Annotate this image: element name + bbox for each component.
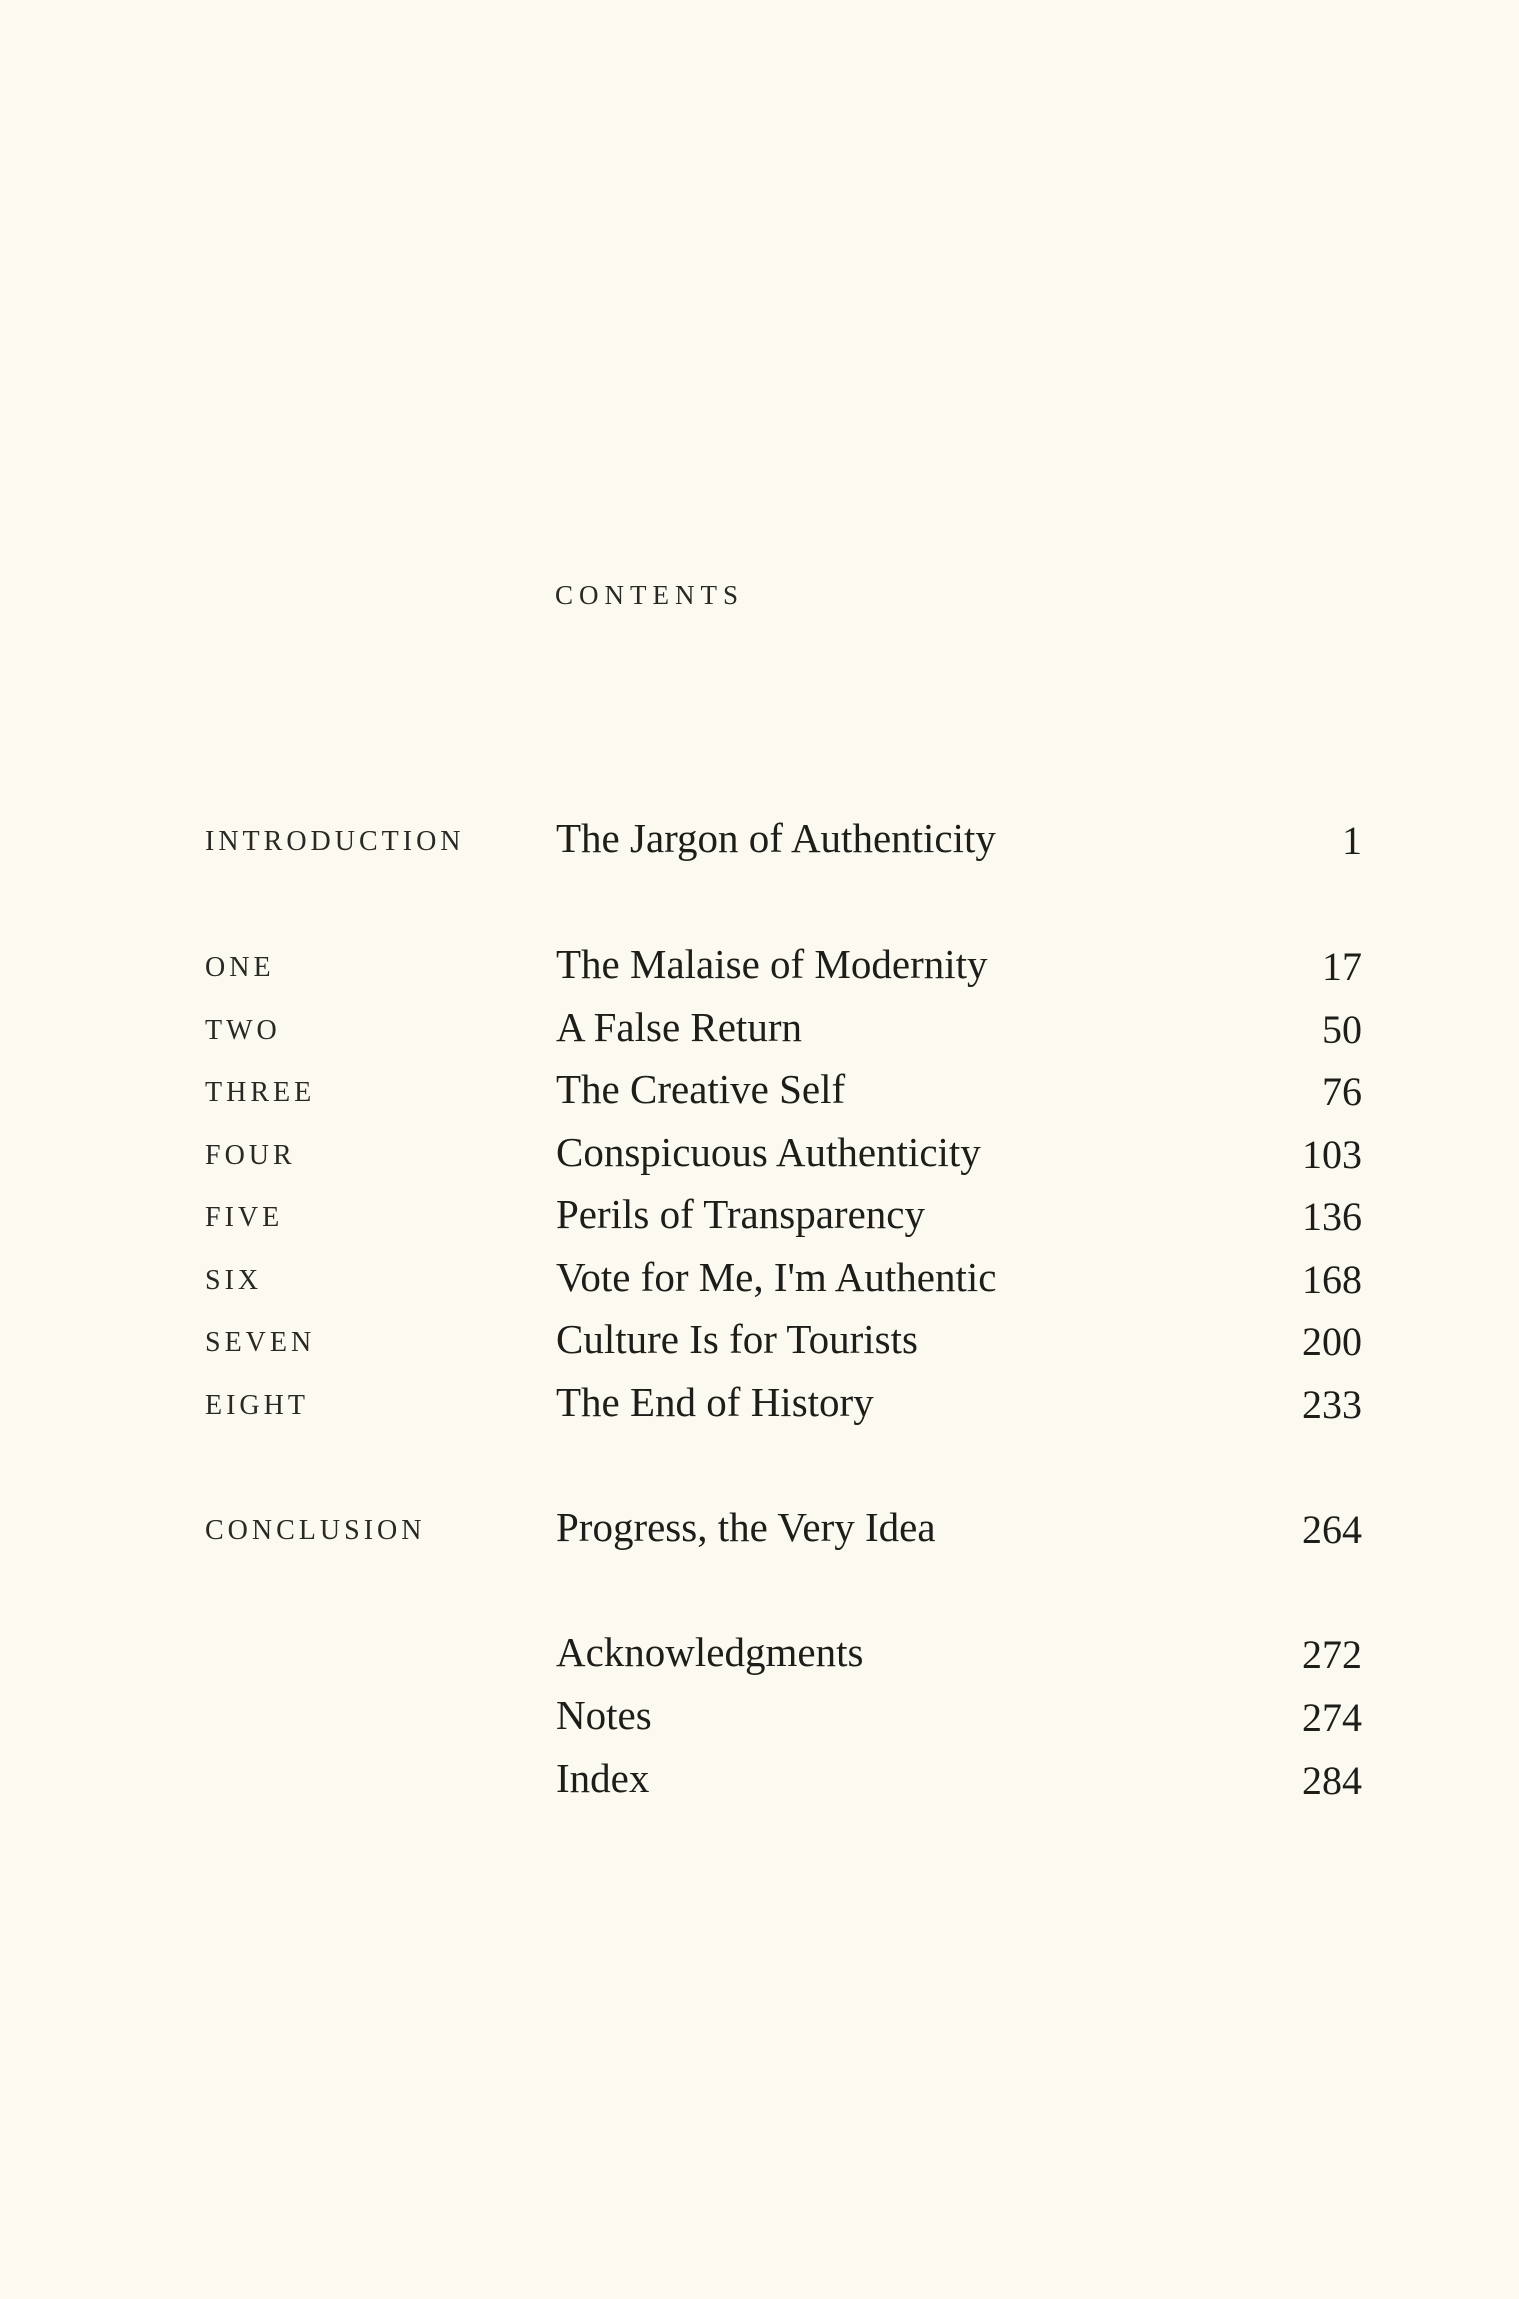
- toc-entry-chapter-eight: [0, 1370, 1519, 1434]
- toc-entry-page-number: 1: [1342, 818, 1362, 863]
- toc-entry-title: The End of History: [556, 1379, 874, 1425]
- toc-entry-chapter-four: [0, 1120, 1519, 1184]
- toc-entry-introduction: [0, 806, 1519, 870]
- toc-entry-acknowledgments: [0, 1620, 1519, 1684]
- toc-entry-chapter-one: [0, 932, 1519, 996]
- toc-entry-label: CONCLUSION: [205, 1515, 426, 1546]
- toc-entry-chapter-seven: [0, 1307, 1519, 1371]
- toc-entry-page-number: 76: [1322, 1069, 1362, 1114]
- toc-entry-page-number: 233: [1302, 1382, 1362, 1427]
- toc-entry-page-number: 200: [1302, 1319, 1362, 1364]
- toc-entry-label: SEVEN: [205, 1327, 316, 1358]
- toc-entry-label: INTRODUCTION: [205, 826, 465, 857]
- toc-entry-title: Culture Is for Tourists: [556, 1316, 918, 1362]
- toc-entry-title: The Creative Self: [556, 1066, 846, 1112]
- toc-entry-page-number: 264: [1302, 1507, 1362, 1552]
- toc-entry-label: SIX: [205, 1265, 263, 1296]
- toc-entry-title: Vote for Me, I'm Authentic: [556, 1254, 997, 1300]
- toc-entry-label: EIGHT: [205, 1390, 309, 1421]
- toc-entry-title: Perils of Transparency: [556, 1191, 925, 1237]
- toc-entry-title: Conspicuous Authenticity: [556, 1129, 981, 1175]
- toc-entry-chapter-two: [0, 995, 1519, 1059]
- toc-entry-page-number: 272: [1302, 1632, 1362, 1677]
- toc-entry-label: TWO: [205, 1015, 281, 1046]
- toc-entry-conclusion: [0, 1495, 1519, 1559]
- toc-entry-title: Progress, the Very Idea: [556, 1504, 936, 1550]
- toc-entry-page-number: 50: [1322, 1007, 1362, 1052]
- toc-entry-label: ONE: [205, 952, 275, 983]
- toc-entry-title: A False Return: [556, 1004, 802, 1050]
- toc-entry-page-number: 103: [1302, 1132, 1362, 1177]
- toc-entry-notes: [0, 1683, 1519, 1747]
- toc-entry-chapter-six: [0, 1245, 1519, 1309]
- toc-entry-page-number: 17: [1322, 944, 1362, 989]
- toc-entry-title: Notes: [556, 1692, 652, 1738]
- toc-entry-chapter-five: [0, 1182, 1519, 1246]
- toc-entry-page-number: 274: [1302, 1695, 1362, 1740]
- toc-entry-title: Index: [556, 1755, 650, 1801]
- contents-heading: CONTENTS: [555, 580, 744, 610]
- toc-entry-chapter-three: [0, 1057, 1519, 1121]
- toc-entry-page-number: 284: [1302, 1758, 1362, 1803]
- toc-entry-page-number: 168: [1302, 1257, 1362, 1302]
- toc-entry-page-number: 136: [1302, 1194, 1362, 1239]
- toc-entry-title: The Jargon of Authenticity: [556, 815, 996, 861]
- toc-entry-label: FOUR: [205, 1140, 296, 1171]
- toc-entry-index: [0, 1746, 1519, 1810]
- toc-entry-label: THREE: [205, 1077, 316, 1108]
- toc-entry-title: The Malaise of Modernity: [556, 941, 988, 987]
- toc-entry-label: FIVE: [205, 1202, 284, 1233]
- toc-entry-title: Acknowledgments: [556, 1629, 864, 1675]
